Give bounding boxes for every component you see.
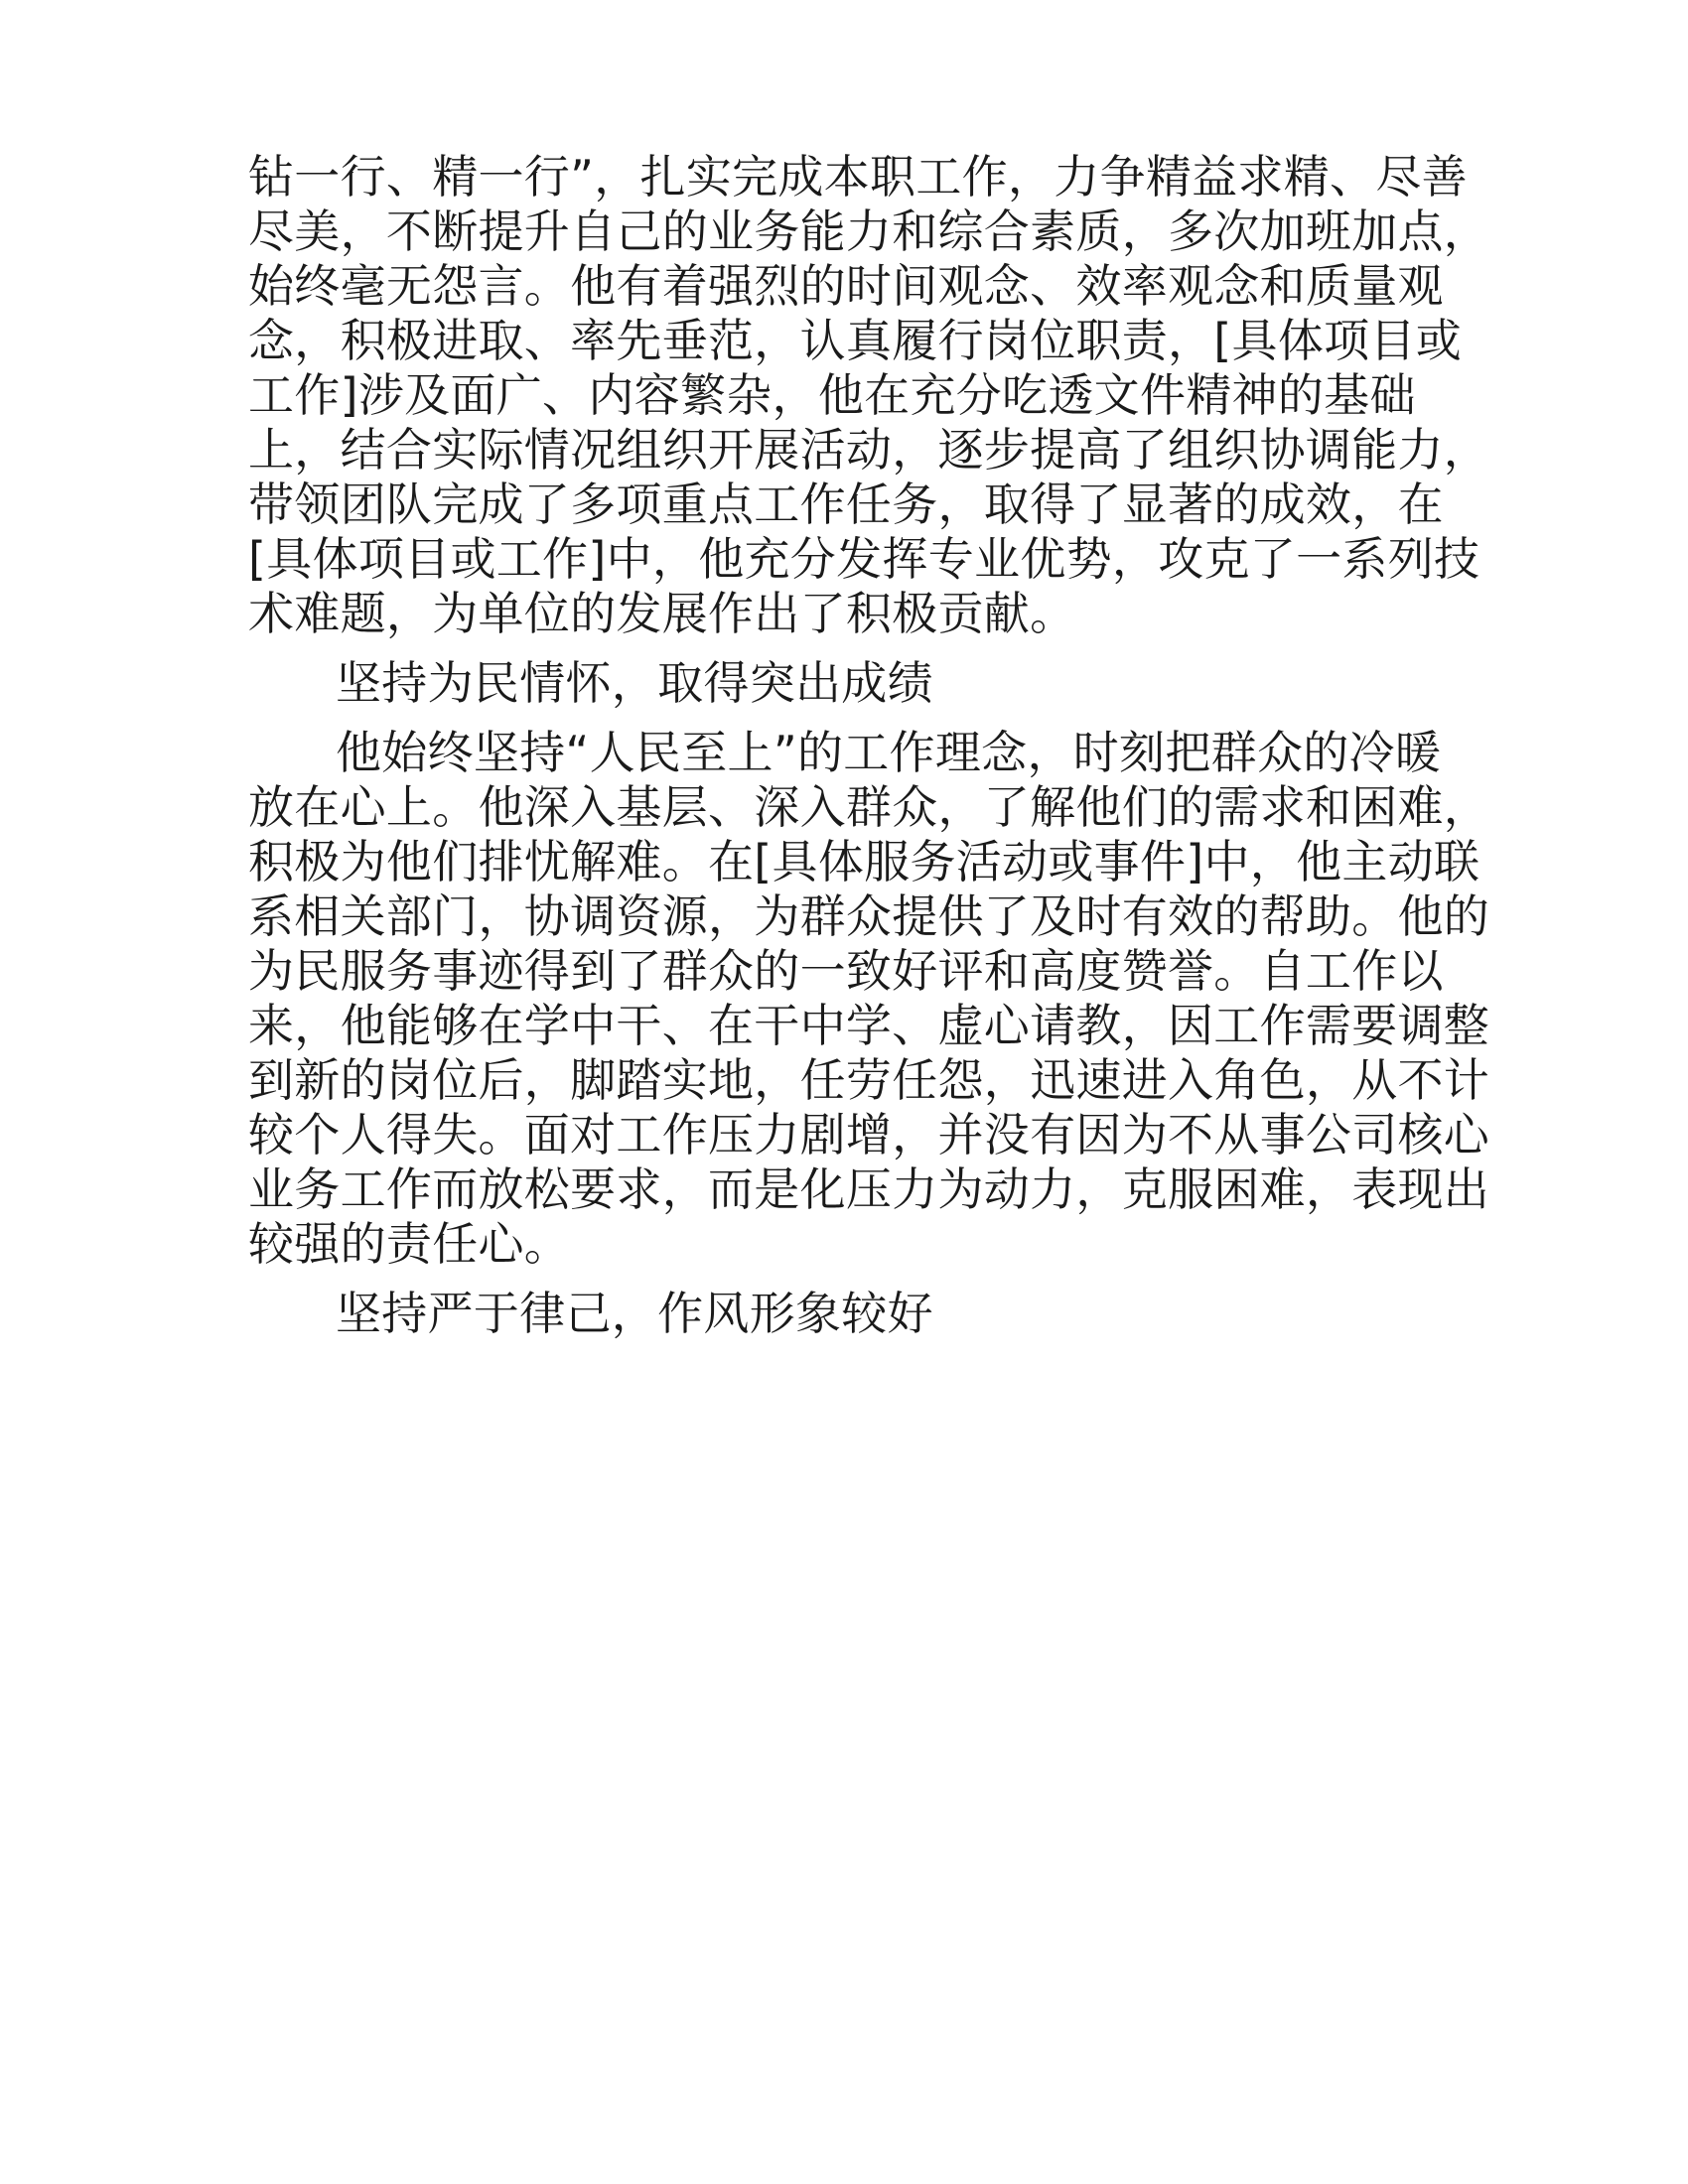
paragraph-2-line-9: 业务工作而放松要求，而是化压力为动力，克服困难，表现出 <box>248 1162 1490 1216</box>
paragraph-1-line-6: 上，结合实际情况组织开展活动，逐步提高了组织协调能力， <box>248 423 1490 477</box>
paragraph-1-line-4: 念，积极进取、率先垂范，认真履行岗位职责，[具体项目或 <box>248 314 1463 367</box>
paragraph-2-line-7: 到新的岗位后，脚踏实地，任劳任怨，迅速进入角色，从不计 <box>248 1053 1490 1107</box>
section-heading-discipline: 坚持严于律己，作风形象较好 <box>336 1287 933 1340</box>
paragraph-1-line-8: [具体项目或工作]中，他充分发挥专业优势，攻克了一系列技 <box>248 532 1480 586</box>
paragraph-1-line-1: 钻一行、精一行”，扎实完成本职工作，力争精益求精、尽善 <box>248 150 1468 204</box>
paragraph-2-line-10: 较强的责任心。 <box>248 1217 571 1271</box>
paragraph-2-line-1: 他始终坚持“人民至上”的工作理念，时刻把群众的冷暖 <box>336 726 1442 779</box>
paragraph-2-line-4: 系相关部门，协调资源，为群众提供了及时有效的帮助。他的 <box>248 889 1490 943</box>
paragraph-1-line-9: 术难题，为单位的发展作出了积极贡献。 <box>248 587 1076 640</box>
paragraph-1-line-7: 带领团队完成了多项重点工作任务，取得了显著的成效，在 <box>248 478 1444 531</box>
paragraph-2-line-8: 较个人得失。面对工作压力剧增，并没有因为不从事公司核心 <box>248 1108 1490 1161</box>
paragraph-1-line-2: 尽美，不断提升自己的业务能力和综合素质，多次加班加点， <box>248 205 1490 258</box>
paragraph-2-line-2: 放在心上。他深入基层、深入群众，了解他们的需求和困难， <box>248 780 1490 834</box>
paragraph-1-line-5: 工作]涉及面广、内容繁杂，他在充分吃透文件精神的基础 <box>248 368 1416 422</box>
paragraph-2-line-5: 为民服务事迹得到了群众的一致好评和高度赞誉。自工作以 <box>248 944 1444 998</box>
paragraph-2-line-3: 积极为他们排忧解难。在[具体服务活动或事件]中，他主动联 <box>248 835 1480 888</box>
paragraph-1-line-3: 始终毫无怨言。他有着强烈的时间观念、效率观念和质量观 <box>248 259 1444 313</box>
section-heading-people: 坚持为民情怀，取得突出成绩 <box>336 656 933 710</box>
paragraph-2-line-6: 来，他能够在学中干、在干中学、虚心请教，因工作需要调整 <box>248 999 1490 1052</box>
